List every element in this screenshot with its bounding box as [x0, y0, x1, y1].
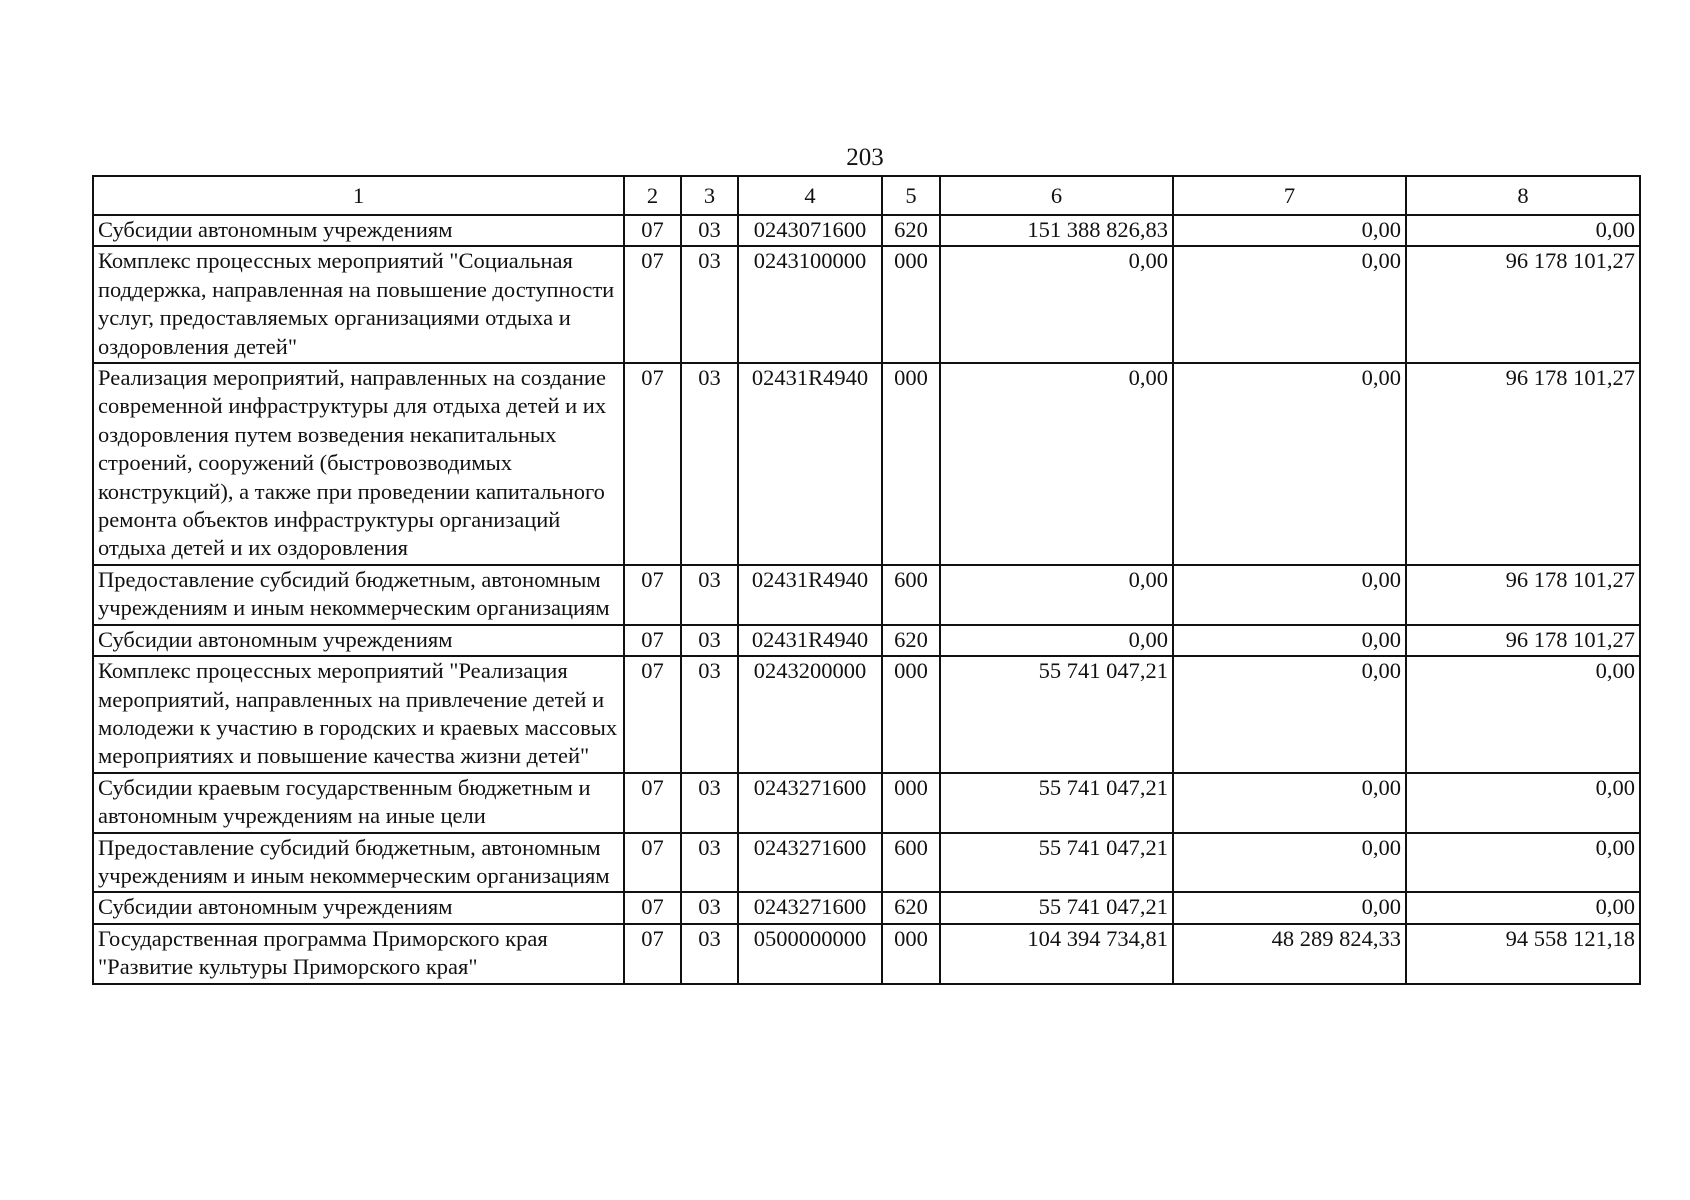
- header-cell: 5: [882, 176, 940, 215]
- row-name-cell: Предоставление субсидий бюджетным, автономным учреждениям и иным некоммерческим организациям: [93, 833, 624, 893]
- amount-col7-cell: 0,00: [1173, 215, 1406, 246]
- target-article-cell: 02431R4940: [738, 363, 882, 565]
- amount-col7-cell: 0,00: [1173, 833, 1406, 893]
- header-cell: 7: [1173, 176, 1406, 215]
- subsection-code-cell: 03: [681, 656, 738, 773]
- amount-col8-cell: 0,00: [1406, 215, 1640, 246]
- row-name-cell: Субсидии автономным учреждениям: [93, 215, 624, 246]
- expense-type-cell: 000: [882, 363, 940, 565]
- row-name-cell: Комплекс процессных мероприятий "Социальная поддержка, направленная на повышение доступности услуг, предоставляемых организациями отдыха и оздоровления детей": [93, 246, 624, 363]
- expense-type-cell: 600: [882, 833, 940, 893]
- row-name-cell: Реализация мероприятий, направленных на создание современной инфраструктуры для отдыха детей и их оздоровления путем возведения некапитальных строений, сооружений (быстровозводимых конструкций), а также при проведении капитального ремонта объектов инфраструктуры организаций отдыха детей и их оздоровления: [93, 363, 624, 565]
- subsection-code-cell: 03: [681, 625, 738, 656]
- subsection-code-cell: 03: [681, 773, 738, 833]
- section-code-cell: 07: [624, 892, 681, 923]
- section-code-cell: 07: [624, 246, 681, 363]
- amount-col6-cell: 104 394 734,81: [940, 924, 1173, 984]
- budget-table: [92, 175, 1641, 985]
- expense-type-cell: 000: [882, 924, 940, 984]
- amount-col8-cell: 96 178 101,27: [1406, 363, 1640, 565]
- target-article-cell: 0243271600: [738, 892, 882, 923]
- target-article-cell: 0243271600: [738, 833, 882, 893]
- amount-col7-cell: 0,00: [1173, 773, 1406, 833]
- amount-col7-cell: 0,00: [1173, 246, 1406, 363]
- subsection-code-cell: 03: [681, 363, 738, 565]
- expense-type-cell: 620: [882, 215, 940, 246]
- table-row: [93, 363, 1640, 565]
- table-row: [93, 773, 1640, 833]
- expense-type-cell: 000: [882, 246, 940, 363]
- amount-col8-cell: 0,00: [1406, 656, 1640, 773]
- amount-col6-cell: 0,00: [940, 565, 1173, 625]
- subsection-code-cell: 03: [681, 924, 738, 984]
- target-article-cell: 0243100000: [738, 246, 882, 363]
- amount-col8-cell: 0,00: [1406, 773, 1640, 833]
- row-name-cell: Субсидии автономным учреждениям: [93, 625, 624, 656]
- header-row: [93, 176, 1640, 215]
- amount-col8-cell: 0,00: [1406, 892, 1640, 923]
- table-row: [93, 892, 1640, 923]
- row-name-cell: Субсидии краевым государственным бюджетным и автономным учреждениям на иные цели: [93, 773, 624, 833]
- section-code-cell: 07: [624, 833, 681, 893]
- target-article-cell: 02431R4940: [738, 565, 882, 625]
- row-name-cell: Комплекс процессных мероприятий "Реализация мероприятий, направленных на привлечение детей и молодежи к участию в городских и краевых массовых мероприятиях и повышение качества жизни детей": [93, 656, 624, 773]
- target-article-cell: 0243071600: [738, 215, 882, 246]
- amount-col7-cell: 0,00: [1173, 363, 1406, 565]
- amount-col8-cell: 94 558 121,18: [1406, 924, 1640, 984]
- expense-type-cell: 600: [882, 565, 940, 625]
- expense-type-cell: 620: [882, 892, 940, 923]
- amount-col8-cell: 0,00: [1406, 833, 1640, 893]
- target-article-cell: 0243271600: [738, 773, 882, 833]
- amount-col6-cell: 55 741 047,21: [940, 773, 1173, 833]
- row-name-cell: Предоставление субсидий бюджетным, автономным учреждениям и иным некоммерческим организациям: [93, 565, 624, 625]
- expense-type-cell: 000: [882, 773, 940, 833]
- row-name-cell: Субсидии автономным учреждениям: [93, 892, 624, 923]
- expense-type-cell: 620: [882, 625, 940, 656]
- header-cell: 4: [738, 176, 882, 215]
- amount-col7-cell: 0,00: [1173, 656, 1406, 773]
- header-cell: 6: [940, 176, 1173, 215]
- section-code-cell: 07: [624, 656, 681, 773]
- header-cell: 2: [624, 176, 681, 215]
- table-row: [93, 833, 1640, 893]
- subsection-code-cell: 03: [681, 833, 738, 893]
- amount-col6-cell: 0,00: [940, 625, 1173, 656]
- amount-col8-cell: 96 178 101,27: [1406, 246, 1640, 363]
- amount-col6-cell: 151 388 826,83: [940, 215, 1173, 246]
- page-number: 203: [846, 144, 884, 171]
- amount-col8-cell: 96 178 101,27: [1406, 565, 1640, 625]
- row-name-cell: Государственная программа Приморского края "Развитие культуры Приморского края": [93, 924, 624, 984]
- table-header: [93, 176, 1640, 215]
- target-article-cell: 0500000000: [738, 924, 882, 984]
- section-code-cell: 07: [624, 363, 681, 565]
- subsection-code-cell: 03: [681, 892, 738, 923]
- table-row: [93, 924, 1640, 984]
- table-body: [93, 215, 1640, 984]
- amount-col6-cell: 55 741 047,21: [940, 892, 1173, 923]
- header-cell: 8: [1406, 176, 1640, 215]
- table-row: [93, 246, 1640, 363]
- table-row: [93, 656, 1640, 773]
- header-cell: 3: [681, 176, 738, 215]
- target-article-cell: 0243200000: [738, 656, 882, 773]
- amount-col7-cell: 0,00: [1173, 625, 1406, 656]
- table-row: [93, 565, 1640, 625]
- section-code-cell: 07: [624, 924, 681, 984]
- expense-type-cell: 000: [882, 656, 940, 773]
- subsection-code-cell: 03: [681, 215, 738, 246]
- amount-col6-cell: 55 741 047,21: [940, 656, 1173, 773]
- subsection-code-cell: 03: [681, 246, 738, 363]
- amount-col7-cell: 48 289 824,33: [1173, 924, 1406, 984]
- amount-col6-cell: 0,00: [940, 246, 1173, 363]
- amount-col6-cell: 0,00: [940, 363, 1173, 565]
- section-code-cell: 07: [624, 565, 681, 625]
- section-code-cell: 07: [624, 625, 681, 656]
- amount-col7-cell: 0,00: [1173, 565, 1406, 625]
- table-row: [93, 215, 1640, 246]
- header-cell: 1: [93, 176, 624, 215]
- amount-col8-cell: 96 178 101,27: [1406, 625, 1640, 656]
- section-code-cell: 07: [624, 215, 681, 246]
- amount-col7-cell: 0,00: [1173, 892, 1406, 923]
- target-article-cell: 02431R4940: [738, 625, 882, 656]
- subsection-code-cell: 03: [681, 565, 738, 625]
- amount-col6-cell: 55 741 047,21: [940, 833, 1173, 893]
- table-row: [93, 625, 1640, 656]
- section-code-cell: 07: [624, 773, 681, 833]
